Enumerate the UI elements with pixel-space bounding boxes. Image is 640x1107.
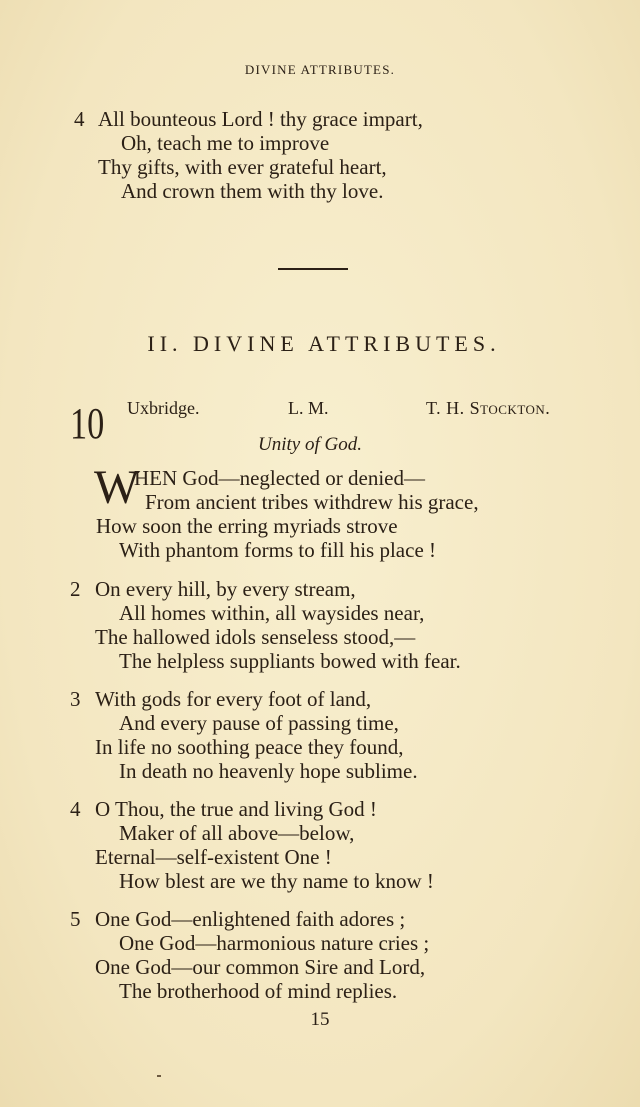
verse-line: The helpless suppliants bowed with fear. [119, 649, 461, 673]
stanza-number: 4 [74, 107, 85, 131]
page-number: 15 [310, 1009, 330, 1030]
meter: L. M. [288, 398, 329, 418]
verse-line: On every hill, by every stream, [95, 577, 356, 601]
drop-cap: W [94, 461, 140, 514]
verse-line: And every pause of passing time, [119, 711, 399, 735]
verse-line: In death no heavenly hope sublime. [119, 759, 418, 783]
verse-line: Thy gifts, with ever grateful heart, [98, 155, 387, 179]
composer [426, 398, 550, 419]
verse-line: O Thou, the true and living God ! [95, 797, 377, 821]
verse-line: One God—enlightened faith adores ; [95, 907, 406, 931]
hymn-number: 10 [70, 399, 105, 448]
verse-line: One God—our common Sire and Lord, [95, 955, 426, 979]
verse-line: The hallowed idols senseless stood,— [95, 625, 416, 649]
verse-line: All bounteous Lord ! thy grace impart, [98, 107, 423, 131]
verse-line: One God—harmonious nature cries ; [119, 931, 430, 955]
verse-line: From ancient tribes withdrew his grace, [145, 490, 479, 514]
composer-name: T. H. Stockton. [426, 398, 551, 418]
verse-line: The brotherhood of mind replies. [119, 979, 398, 1003]
verse-line: HEN God—neglected or denied— [134, 466, 425, 490]
verse-line: With phantom forms to fill his place ! [119, 538, 437, 562]
verse-line: With gods for every foot of land, [95, 687, 372, 711]
verse-line: Eternal—self-existent One ! [95, 845, 332, 869]
hymn-subtitle: Unity of God. [258, 434, 362, 455]
section-title: II. DIVINE ATTRIBUTES. [147, 331, 501, 356]
verse-line: How soon the erring myriads strove [96, 514, 398, 538]
stanza-number: 4 [70, 797, 81, 821]
stanza-number: 3 [70, 687, 81, 711]
ink-speck [157, 1075, 161, 1077]
verse-line: How blest are we thy name to know ! [119, 869, 434, 893]
verse-line: All homes within, all waysides near, [119, 601, 425, 625]
tune-name: Uxbridge. [127, 398, 200, 418]
stanza-number: 2 [70, 577, 81, 601]
verse-line: Oh, teach me to improve [121, 131, 330, 155]
running-head: DIVINE ATTRIBUTES. [244, 62, 396, 77]
section-divider [278, 268, 348, 270]
verse-line: Maker of all above—below, [119, 821, 355, 845]
stanza-number: 5 [70, 907, 81, 931]
verse-line: In life no soothing peace they found, [95, 735, 404, 759]
verse-line: And crown them with thy love. [121, 179, 384, 203]
